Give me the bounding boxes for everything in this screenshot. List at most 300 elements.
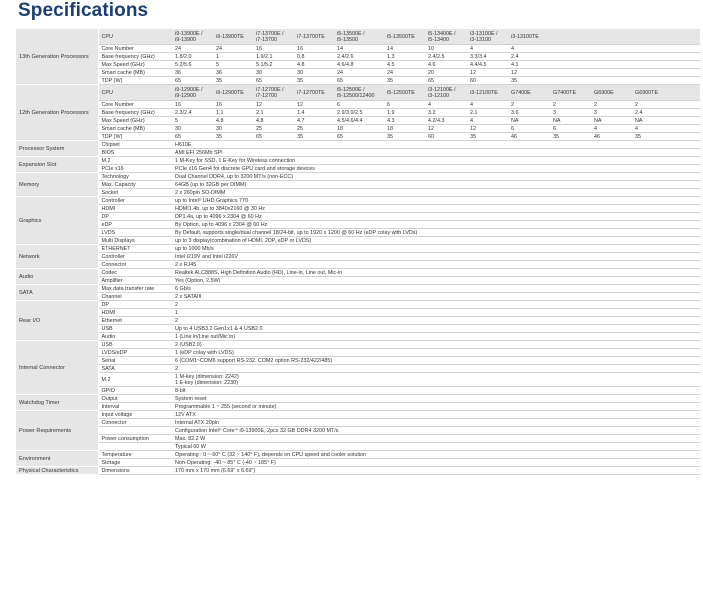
spec-cell: 25	[253, 125, 294, 133]
table-row	[16, 285, 700, 293]
spec-cell: 4	[425, 101, 467, 109]
spec-cell: 2.3/2.4	[172, 109, 213, 117]
spec-cell: 65	[172, 77, 213, 85]
table-row	[16, 141, 700, 149]
table-row	[16, 173, 700, 181]
spec-cell	[632, 45, 700, 53]
spec-value: 1 (Line in/Line out/Mic in)	[172, 333, 700, 341]
spec-cell: 4.3	[384, 117, 425, 125]
spec-cell: 24	[213, 45, 253, 53]
spec-value: 6 Gb/s	[172, 285, 700, 293]
spec-value: Realtek ALC888S, High Definition Audio (HD), Line-in, Line out, Mic-in	[172, 269, 700, 277]
spec-label: HDMI	[98, 205, 172, 213]
spec-value: PCIe x16 Gen4 for discrete GPU card and storage devices	[172, 165, 700, 173]
spec-cell: 2.1	[467, 109, 508, 117]
spec-cell: 1.9/2.1	[253, 53, 294, 61]
spec-cell	[550, 69, 591, 77]
spec-cell: 18	[334, 125, 384, 133]
spec-cell: i3-13100TE	[508, 29, 550, 45]
spec-label	[98, 443, 172, 451]
spec-cell: i5-12500E / i5-12500/12400	[334, 85, 384, 101]
category-cell: 13th Generation Processors	[16, 29, 98, 85]
spec-cell: 16	[213, 101, 253, 109]
spec-value: DP1.4a, up to 4096 x 2304 @ 60 Hz	[172, 213, 700, 221]
spec-cell	[550, 77, 591, 85]
table-row	[16, 451, 700, 459]
spec-cell	[550, 53, 591, 61]
spec-cell: 2.9/3.0/2.5	[334, 109, 384, 117]
spec-label: M.2	[98, 157, 172, 165]
spec-cell	[591, 53, 632, 61]
spec-cell: 4	[467, 101, 508, 109]
table-row	[16, 277, 700, 285]
table-row	[16, 133, 700, 141]
spec-label: DP	[98, 301, 172, 309]
spec-cell: 2	[591, 101, 632, 109]
category-cell: Processor System	[16, 141, 98, 157]
spec-cell	[591, 77, 632, 85]
spec-cell	[632, 61, 700, 69]
category-cell: Expansion Slot	[16, 157, 98, 173]
spec-label: Output	[98, 395, 172, 403]
spec-cell: 36	[172, 69, 213, 77]
spec-cell: G6900TE	[632, 85, 700, 101]
category-cell: Graphics	[16, 197, 98, 245]
spec-cell: 12	[294, 101, 334, 109]
spec-label: LVDS	[98, 229, 172, 237]
spec-cell: 12	[253, 101, 294, 109]
spec-value: HDMI1.4b, up to 3840x2160 @ 30 Hz	[172, 205, 700, 213]
spec-label: M.2	[98, 373, 172, 387]
spec-value: Internal ATX 20pin	[172, 419, 700, 427]
category-cell: Physical Characteristics	[16, 467, 98, 475]
spec-cell: 46	[508, 133, 550, 141]
table-row	[16, 333, 700, 341]
spec-cell: 4.6/4.8	[334, 61, 384, 69]
spec-value: 2	[172, 317, 700, 325]
spec-value: 6 (COM1~COM6 support RS-232. COM2 option RS-232/422/485)	[172, 357, 700, 365]
spec-cell: 2	[508, 101, 550, 109]
spec-cell: 2.4	[632, 109, 700, 117]
table-row	[16, 117, 700, 125]
spec-label: Temperature	[98, 451, 172, 459]
spec-cell: 35	[508, 77, 550, 85]
spec-cell: 4.4/4.5	[467, 61, 508, 69]
spec-cell: 1.1	[213, 109, 253, 117]
table-row	[16, 387, 700, 395]
table-row	[16, 45, 700, 53]
category-cell: Power Requirements	[16, 411, 98, 451]
spec-cell: NA	[508, 117, 550, 125]
spec-label: Audio	[98, 333, 172, 341]
spec-value: up to Intel® UHD Graphics 770	[172, 197, 700, 205]
spec-value: Intel i219V and Intel i226V	[172, 253, 700, 261]
spec-value: 2 x 260pin SO-DIMM	[172, 189, 700, 197]
table-row	[16, 443, 700, 451]
spec-cell: G7400E	[508, 85, 550, 101]
spec-cell	[632, 69, 700, 77]
spec-label	[98, 427, 172, 435]
spec-cell: i9-13900TE	[213, 29, 253, 45]
spec-cell: 5.1/5.2	[253, 61, 294, 69]
table-row	[16, 293, 700, 301]
spec-cell: 65	[253, 77, 294, 85]
spec-cell: i3-13100E / i3-13100	[467, 29, 508, 45]
spec-value: 2	[172, 365, 700, 373]
table-row	[16, 395, 700, 403]
spec-cell: i7-12700E / i7-12700	[253, 85, 294, 101]
spec-label: eDP	[98, 221, 172, 229]
spec-value: Programmable 1 ~ 255 (second or minute)	[172, 403, 700, 411]
category-cell: 12th Generation Processors	[16, 85, 98, 141]
spec-cell	[632, 53, 700, 61]
spec-cell: 6	[550, 125, 591, 133]
spec-value: Typical 60 W	[172, 443, 700, 451]
spec-cell: 4	[467, 45, 508, 53]
spec-label: Base frequency (GHz)	[98, 53, 172, 61]
spec-label: Amplifier	[98, 277, 172, 285]
spec-value: 1 (eDP colay with LVDS)	[172, 349, 700, 357]
table-row	[16, 317, 700, 325]
spec-cell: 2	[632, 101, 700, 109]
spec-cell: 4.5	[384, 61, 425, 69]
table-row	[16, 157, 700, 165]
table-row	[16, 245, 700, 253]
spec-value: Max. 82.2 W	[172, 435, 700, 443]
spec-cell: i7-12700TE	[294, 85, 334, 101]
spec-cell: i5-13500E / i5-13500	[334, 29, 384, 45]
spec-label: ETHERNET	[98, 245, 172, 253]
spec-label: Max Speed (GHz)	[98, 61, 172, 69]
spec-cell	[632, 77, 700, 85]
spec-cell: 12	[508, 69, 550, 77]
spec-cell: 2.4	[508, 53, 550, 61]
spec-cell: i5-12500TE	[384, 85, 425, 101]
spec-cell: 10	[425, 45, 467, 53]
spec-cell: 4	[508, 45, 550, 53]
table-row	[16, 101, 700, 109]
spec-label: Technology	[98, 173, 172, 181]
spec-cell: 1.9	[384, 109, 425, 117]
spec-label: Connector	[98, 419, 172, 427]
spec-cell: 35	[294, 77, 334, 85]
spec-cell	[550, 29, 591, 45]
spec-cell	[591, 69, 632, 77]
spec-cell: i9-13900E / i9-13900	[172, 29, 213, 45]
spec-value: up to 1000 Mb/s	[172, 245, 700, 253]
spec-cell: i5-13500TE	[384, 29, 425, 45]
spec-cell: 2.1	[253, 109, 294, 117]
spec-cell: 18	[384, 125, 425, 133]
spec-cell: 24	[172, 45, 213, 53]
spec-label: Codec	[98, 269, 172, 277]
spec-cell: i5-13400E / i5-13400	[425, 29, 467, 45]
spec-cell: 2.4/2.6	[334, 53, 384, 61]
spec-value: Non-Operating: -40 ~ 85° C (-40 ~ 185° F)	[172, 459, 700, 467]
spec-value: By Option, up to 4096 x 2304 @ 60 Hz	[172, 221, 700, 229]
spec-cell: 65	[425, 77, 467, 85]
spec-cell: 3.2	[425, 109, 467, 117]
table-row	[16, 467, 700, 475]
spec-cell: 4	[591, 125, 632, 133]
spec-label: Core Number	[98, 101, 172, 109]
spec-cell: 12	[467, 125, 508, 133]
spec-cell: 35	[213, 77, 253, 85]
spec-cell: NA	[591, 117, 632, 125]
spec-label: GPIO	[98, 387, 172, 395]
spec-cell: 30	[213, 125, 253, 133]
spec-cell: 2	[550, 101, 591, 109]
spec-cell: 4.1	[508, 61, 550, 69]
spec-cell: 35	[632, 133, 700, 141]
spec-value: 1	[172, 309, 700, 317]
spec-label: Chipset	[98, 141, 172, 149]
table-row	[16, 357, 700, 365]
spec-cell: 5	[172, 117, 213, 125]
spec-value: Up to 4 USB3.2 Gen1x1 & 4 USB2.0	[172, 325, 700, 333]
table-row	[16, 109, 700, 117]
spec-cell: 4.2/4.3	[425, 117, 467, 125]
spec-cell: 6	[334, 101, 384, 109]
spec-value: 64GB (up to 32GB per DIMM)	[172, 181, 700, 189]
spec-value: 2	[172, 301, 700, 309]
spec-label: Storage	[98, 459, 172, 467]
spec-cell: 1.3	[384, 53, 425, 61]
category-cell: Memory	[16, 173, 98, 197]
spec-label: Smart cache (MB)	[98, 125, 172, 133]
spec-label: TDP (W)	[98, 133, 172, 141]
spec-label: Socket	[98, 189, 172, 197]
spec-label: SATA	[98, 365, 172, 373]
spec-value: up to 3 display(combination of HDMI, 2DP, eDP or LVDS)	[172, 237, 700, 245]
spec-cell	[591, 45, 632, 53]
table-row	[16, 253, 700, 261]
table-row	[16, 373, 700, 387]
spec-cell: 4	[632, 125, 700, 133]
spec-value: System reset	[172, 395, 700, 403]
table-row	[16, 85, 700, 101]
spec-value: Operating : 0 ~ 60° C (32 ~ 140° F), depends on CPU speed and cooler solution	[172, 451, 700, 459]
category-cell: Audio	[16, 269, 98, 285]
spec-cell: 65	[253, 133, 294, 141]
spec-cell: 5.2/5.6	[172, 61, 213, 69]
spec-cell: 12	[467, 69, 508, 77]
spec-label: Connector	[98, 261, 172, 269]
spec-cell: 0.8	[294, 53, 334, 61]
spec-cell: 16	[253, 45, 294, 53]
spec-cell: 3.3/3.4	[467, 53, 508, 61]
spec-label: Power consumption	[98, 435, 172, 443]
spec-cell: 36	[213, 69, 253, 77]
spec-cell: NA	[632, 117, 700, 125]
spec-label: Input voltage	[98, 411, 172, 419]
table-row	[16, 165, 700, 173]
spec-cell: 4.6	[425, 61, 467, 69]
table-row	[16, 341, 700, 349]
spec-cell: 1	[213, 53, 253, 61]
table-row	[16, 69, 700, 77]
spec-cell: 14	[334, 45, 384, 53]
spec-label: LVDS/eDP	[98, 349, 172, 357]
table-row	[16, 221, 700, 229]
spec-cell: 3	[591, 109, 632, 117]
spec-cell: 60	[467, 77, 508, 85]
spec-value: Yes (Option, 2.5W)	[172, 277, 700, 285]
spec-label: BIOS	[98, 149, 172, 157]
spec-label: Channel	[98, 293, 172, 301]
spec-cell: 16	[294, 45, 334, 53]
category-cell: Environment	[16, 451, 98, 467]
spec-label: Max. Capacity	[98, 181, 172, 189]
spec-label: Max data transfer rate	[98, 285, 172, 293]
spec-label: Smart cache (MB)	[98, 69, 172, 77]
table-row	[16, 403, 700, 411]
spec-label: DP	[98, 213, 172, 221]
table-row	[16, 349, 700, 357]
spec-value: AMI EFI 256Mb SPI	[172, 149, 700, 157]
spec-cell: i3-12100TE	[467, 85, 508, 101]
spec-cell: G6900E	[591, 85, 632, 101]
spec-cell: 1.4	[294, 109, 334, 117]
table-row	[16, 181, 700, 189]
spec-cell	[591, 29, 632, 45]
spec-label: TDP (W)	[98, 77, 172, 85]
spec-cell: 2.4/2.5	[425, 53, 467, 61]
spec-cell: 65	[172, 133, 213, 141]
table-row	[16, 229, 700, 237]
spec-cell: 4.7	[294, 117, 334, 125]
spec-label: HDMI	[98, 309, 172, 317]
spec-cell: 25	[294, 125, 334, 133]
category-cell: Rear I/O	[16, 301, 98, 341]
spec-cell	[550, 61, 591, 69]
spec-cell: 16	[172, 101, 213, 109]
table-row	[16, 61, 700, 69]
spec-cell: 4.5/4.6/4.4	[334, 117, 384, 125]
spec-cell: i3-12100E / i3-12100	[425, 85, 467, 101]
spec-value: 12V ATX	[172, 411, 700, 419]
spec-cell: G7400TE	[550, 85, 591, 101]
spec-cell: 24	[334, 69, 384, 77]
spec-label: Controller	[98, 253, 172, 261]
table-row	[16, 459, 700, 467]
spec-cell: 65	[334, 133, 384, 141]
spec-cell: 4.8	[294, 61, 334, 69]
spec-value: 2 x SATAIII	[172, 293, 700, 301]
table-row	[16, 237, 700, 245]
spec-cell: 14	[384, 45, 425, 53]
specifications-table	[16, 29, 700, 475]
table-row	[16, 301, 700, 309]
spec-cell	[591, 61, 632, 69]
table-row	[16, 411, 700, 419]
table-row	[16, 53, 700, 61]
table-row	[16, 29, 700, 45]
table-row	[16, 213, 700, 221]
table-row	[16, 125, 700, 133]
spec-label: PCIe x16	[98, 165, 172, 173]
spec-cell: 1.8/2.0	[172, 53, 213, 61]
spec-label: Max Speed (GHz)	[98, 117, 172, 125]
table-row	[16, 261, 700, 269]
spec-value: 170 mm x 170 mm (6.69" x 6.69")	[172, 467, 700, 475]
spec-cell: 4.8	[213, 117, 253, 125]
table-row	[16, 325, 700, 333]
spec-value: Configuration Intel® Core™ i9-13900E, 2pcs 32 GB DDR4 3200 MT/s	[172, 427, 700, 435]
spec-label: CPU	[98, 85, 172, 101]
spec-cell: i9-12900TE	[213, 85, 253, 101]
spec-label: Ethernet	[98, 317, 172, 325]
spec-cell: 35	[550, 133, 591, 141]
spec-cell: 30	[294, 69, 334, 77]
spec-cell: i7-13700E / i7-13700	[253, 29, 294, 45]
spec-cell: i7-13700TE	[294, 29, 334, 45]
spec-cell: NA	[550, 117, 591, 125]
spec-label: Dimensions	[98, 467, 172, 475]
table-row	[16, 419, 700, 427]
spec-value: 1 M-key (dimension: 2242) 1 E-key (dimension: 2230)	[172, 373, 700, 387]
spec-label: USB	[98, 341, 172, 349]
spec-value: By Default, supports single/dual channel 18/24-bit, up to 1920 x 1200 @ 60 Hz (eDP colay with LVDs)	[172, 229, 700, 237]
category-cell: SATA	[16, 285, 98, 301]
table-row	[16, 427, 700, 435]
spec-cell: 20	[425, 69, 467, 77]
spec-label: Serial	[98, 357, 172, 365]
spec-cell: 3.6	[508, 109, 550, 117]
spec-value: 2 (USB2.0)	[172, 341, 700, 349]
table-row	[16, 365, 700, 373]
spec-value: 2 x RJ45	[172, 261, 700, 269]
table-row	[16, 77, 700, 85]
spec-label: Base frequency (GHz)	[98, 109, 172, 117]
spec-cell: 24	[384, 69, 425, 77]
spec-value: 8-bit	[172, 387, 700, 395]
spec-cell: 30	[172, 125, 213, 133]
spec-cell: 60	[425, 133, 467, 141]
spec-cell: 35	[467, 133, 508, 141]
table-row	[16, 205, 700, 213]
spec-cell	[632, 29, 700, 45]
spec-cell: 5	[213, 61, 253, 69]
category-cell: Internal Connector	[16, 341, 98, 395]
spec-cell: 4	[467, 117, 508, 125]
spec-label: Core Number	[98, 45, 172, 53]
spec-cell	[550, 45, 591, 53]
spec-cell: 30	[253, 69, 294, 77]
table-row	[16, 197, 700, 205]
spec-cell: 35	[384, 133, 425, 141]
spec-value: Dual Channel DDR4, up to 3200 MT/s (non-ECC)	[172, 173, 700, 181]
spec-cell: i9-12900E / i9-12900	[172, 85, 213, 101]
category-cell: Watchdog Timer	[16, 395, 98, 411]
table-row	[16, 269, 700, 277]
spec-cell: 6	[384, 101, 425, 109]
spec-label: CPU	[98, 29, 172, 45]
spec-value: 1 M-Key for SSD, 1 E-Key for Wireless connection	[172, 157, 700, 165]
table-row	[16, 309, 700, 317]
table-row	[16, 149, 700, 157]
category-cell: Network	[16, 245, 98, 269]
spec-value: H610E	[172, 141, 700, 149]
spec-label: Interval	[98, 403, 172, 411]
spec-label: USB	[98, 325, 172, 333]
spec-label: Controller	[98, 197, 172, 205]
page-title: Specifications	[18, 0, 149, 21]
spec-cell: 35	[213, 133, 253, 141]
spec-cell: 35	[294, 133, 334, 141]
spec-cell: 12	[425, 125, 467, 133]
table-row	[16, 435, 700, 443]
